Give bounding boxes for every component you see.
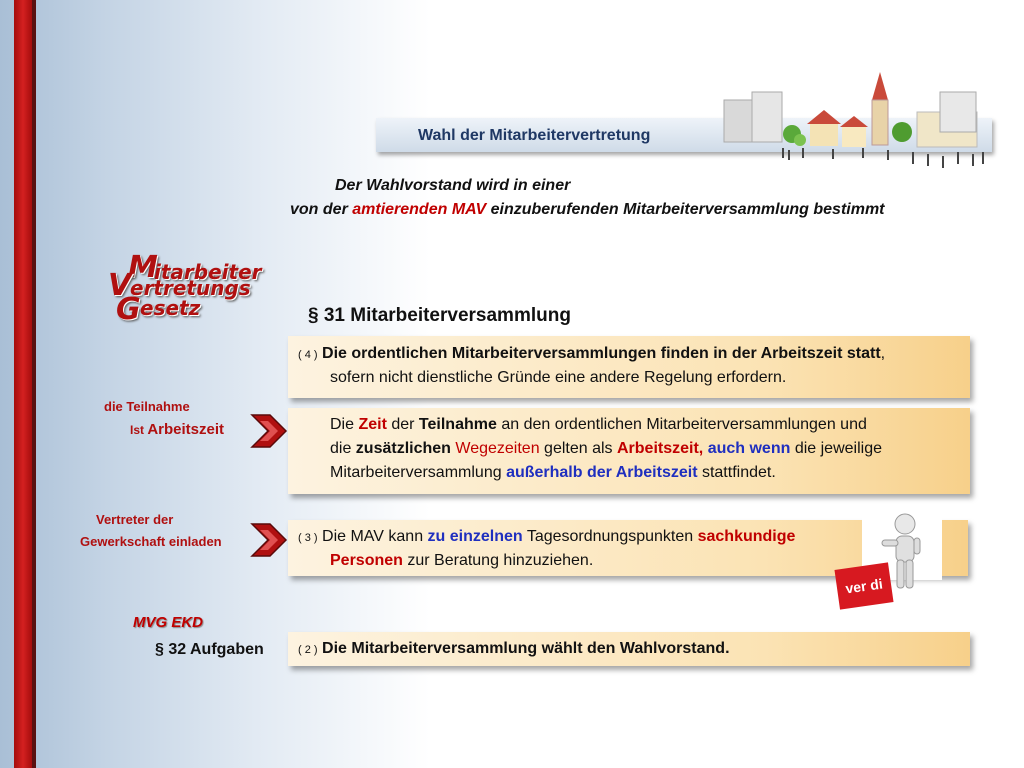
verdi-logo: ver di <box>834 562 893 609</box>
label-gewerkschaft: Gewerkschaft einladen <box>80 534 222 549</box>
intro-line-2: von der amtierenden MAV einzuberufenden Mitarbeiterversammlung bestimmt <box>290 201 885 218</box>
chevron-right-icon <box>250 413 294 449</box>
left-red-bar <box>14 0 32 768</box>
city-illustration <box>712 72 994 176</box>
teilnahme-line-1: Die Zeit der Teilnahme an den ordentlichen Mitarbeiterversammlungen und <box>330 416 867 433</box>
label-ist-arbeitszeit: Ist Arbeitszeit <box>130 421 225 438</box>
paragraph-4-line-2: sofern nicht dienstliche Gründe eine andere Regelung erfordern. <box>330 369 787 386</box>
paragraph-3-line-2: Personen zur Beratung hinzuziehen. <box>330 552 594 569</box>
page-title: Wahl der Mitarbeitervertretung <box>418 127 651 144</box>
paragraph-3-line-1: ( 3 ) Die MAV kann zu einzelnen Tagesordnungspunkten sachkundige <box>298 528 796 545</box>
paragraph-2-text: ( 2 ) Die Mitarbeiterversammlung wählt den Wahlvorstand. <box>298 640 730 657</box>
left-dark-bar <box>32 0 36 768</box>
section-title: § 31 Mitarbeiterversammlung <box>308 305 571 326</box>
teilnahme-line-2: die zusätzlichen Wegezeiten gelten als Arbeitszeit, auch wenn die jeweilige <box>330 440 882 457</box>
paragraph-4-line-1: ( 4 ) Die ordentlichen Mitarbeiterversammlungen finden in der Arbeitszeit statt, <box>298 345 886 362</box>
label-vertreter: Vertreter der <box>96 512 174 527</box>
intro-line-1: Der Wahlvorstand wird in einer <box>335 177 571 194</box>
label-teilnahme: die Teilnahme <box>104 399 190 414</box>
teilnahme-line-3: Mitarbeiterversammlung außerhalb der Arbeitszeit stattfindet. <box>330 464 776 481</box>
section-32-label: § 32 Aufgaben <box>155 641 264 658</box>
mvg-ekd-label: MVG EKD <box>133 614 204 631</box>
